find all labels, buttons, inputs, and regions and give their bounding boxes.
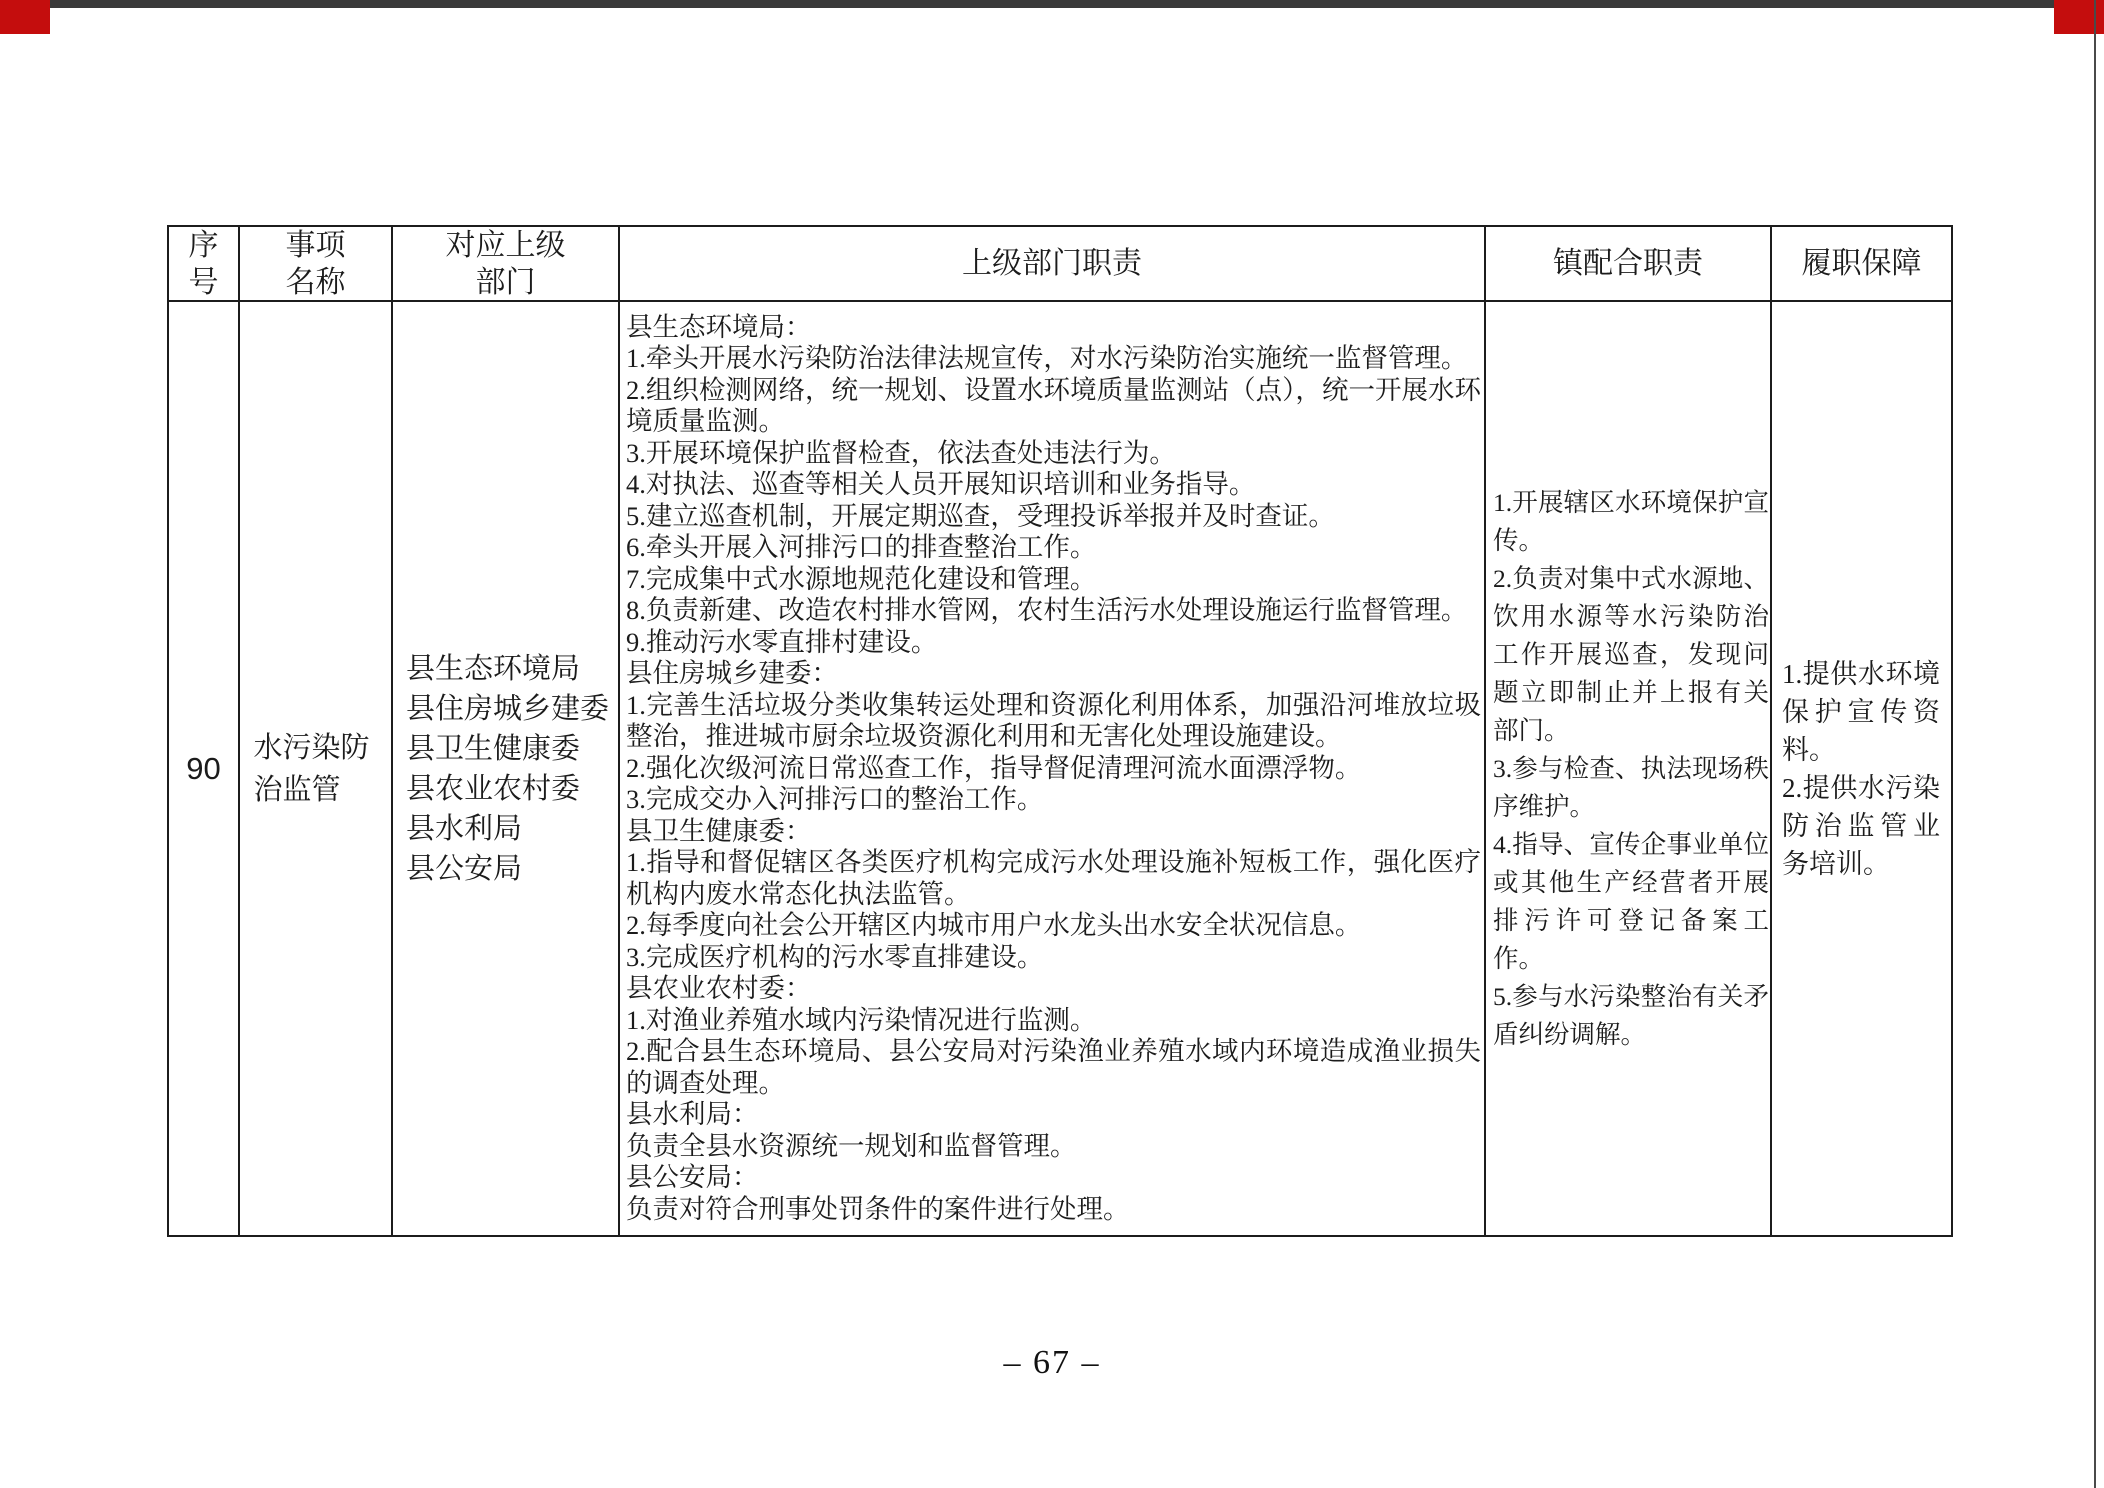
window-top-bar [0, 0, 2104, 8]
duty-paragraph: 县卫生健康委： [626, 815, 812, 846]
duty-paragraph: 2.组织检测网络，统一规划、设置水环境质量监测站（点），统一开展水环境质量监测。 [626, 374, 1481, 437]
header-line: 上级部门职责 [962, 247, 1142, 280]
department-name: 县农业农村委 [406, 772, 581, 805]
header-duty-guarantee [1772, 227, 1951, 302]
header-line: 名称 [285, 265, 346, 299]
header-item-name [240, 227, 393, 302]
header-line: 事项 [285, 228, 346, 262]
duty-paragraph: 2.强化次级河流日常巡查工作，指导督促清理河流水面漂浮物。 [626, 752, 1362, 783]
header-serial-number [169, 227, 240, 302]
duty-paragraph: 8.负责新建、改造农村排水管网，农村生活污水处理设施运行监督管理。 [626, 595, 1468, 626]
duty-paragraph: 1.开展辖区水环境保护宣传。 [1493, 487, 1769, 555]
duty-paragraph: 4.指导、宣传企事业单位或其他生产经营者开展排污许可登记备案工作。 [1493, 829, 1769, 973]
duty-paragraph: 县水利局： [626, 1099, 759, 1130]
duty-paragraph: 2.每季度向社会公开辖区内城市用户水龙头出水安全状况信息。 [626, 910, 1362, 941]
duty-paragraph: 3.参与检查、执法现场秩序维护。 [1493, 753, 1769, 821]
duty-paragraph: 3.完成交办入河排污口的整治工作。 [626, 784, 1044, 815]
header-superior-duties [620, 227, 1486, 302]
header-line: 号 [188, 265, 219, 299]
duty-paragraph: 3.完成医疗机构的污水零直排建设。 [626, 941, 1044, 972]
header-line: 履职保障 [1801, 247, 1922, 280]
duty-paragraph: 1.牵头开展水污染防治法律法规宣传，对水污染防治实施统一监督管理。 [626, 343, 1468, 374]
department-name: 县卫生健康委 [406, 732, 581, 765]
duty-paragraph: 1.完善生活垃圾分类收集转运处理和资源化利用体系，加强沿河堆放垃圾整治，推进城市厨余垃圾资源化利用和无害化处理设施建设。 [626, 689, 1481, 752]
header-line: 部门 [475, 265, 536, 299]
header-line: 序 [188, 228, 219, 262]
cell-item-name [240, 302, 393, 1235]
cell-superior-duties [620, 302, 1486, 1235]
duty-paragraph: 2.配合县生态环境局、县公安局对污染渔业养殖水域内环境造成渔业损失的调查处理。 [626, 1036, 1481, 1098]
duty-paragraph: 7.完成集中式水源地规范化建设和管理。 [626, 563, 1097, 594]
duty-paragraph: 1.提供水环境保护宣传资料。 [1782, 658, 1940, 765]
duty-paragraph: 县农业农村委： [626, 973, 812, 1004]
cell-departments [393, 302, 620, 1235]
duties-table [167, 225, 1953, 1237]
red-corner-mark-left [0, 0, 50, 34]
duty-paragraph: 县公安局： [626, 1162, 759, 1193]
cell-serial-number [169, 302, 240, 1235]
duty-paragraph: 县住房城乡建委： [626, 658, 838, 689]
duty-paragraph: 2.提供水污染防治监管业务培训。 [1782, 772, 1940, 879]
duty-paragraph: 负责对符合刑事处罚条件的案件进行处理。 [626, 1193, 1130, 1224]
department-name: 县生态环境局 [406, 652, 581, 685]
header-superior-department [393, 227, 620, 302]
department-name: 县公安局 [406, 852, 523, 885]
red-corner-mark-right [2054, 0, 2104, 34]
header-town-duties [1486, 227, 1772, 302]
cell-town-duties [1486, 302, 1772, 1235]
duty-paragraph: 6.牵头开展入河排污口的排查整治工作。 [626, 532, 1097, 563]
header-line: 镇配合职责 [1553, 247, 1703, 280]
duty-paragraph: 4.对执法、巡查等相关人员开展知识培训和业务指导。 [626, 469, 1256, 500]
serial-number: 90 [186, 750, 221, 786]
window-right-edge-line [2094, 0, 2096, 1488]
department-name: 县住房城乡建委 [406, 692, 610, 725]
department-name: 县水利局 [406, 812, 523, 845]
item-name: 水污染防治监管 [253, 731, 370, 806]
duty-paragraph: 1.对渔业养殖水域内污染情况进行监测。 [626, 1004, 1097, 1035]
duty-paragraph: 5.建立巡查机制，开展定期巡查，受理投诉举报并及时查证。 [626, 500, 1335, 531]
header-line: 对应上级 [445, 228, 566, 262]
duty-paragraph: 9.推动污水零直排村建设。 [626, 626, 938, 657]
duty-paragraph: 3.开展环境保护监督检查，依法查处违法行为。 [626, 437, 1176, 468]
duty-paragraph: 2.负责对集中式水源地、饮用水源等水污染防治工作开展巡查，发现问题立即制止并上报有关部门。 [1493, 563, 1769, 745]
duty-paragraph: 负责全县水资源统一规划和监督管理。 [626, 1130, 1077, 1161]
duty-paragraph: 1.指导和督促辖区各类医疗机构完成污水处理设施补短板工作，强化医疗机构内废水常态化执法监管。 [626, 847, 1481, 909]
duty-paragraph: 5.参与水污染整治有关矛盾纠纷调解。 [1493, 981, 1769, 1049]
page-number: – 67 – [1003, 1344, 1101, 1381]
cell-guarantees [1772, 302, 1951, 1235]
duty-paragraph: 县生态环境局： [626, 311, 812, 342]
